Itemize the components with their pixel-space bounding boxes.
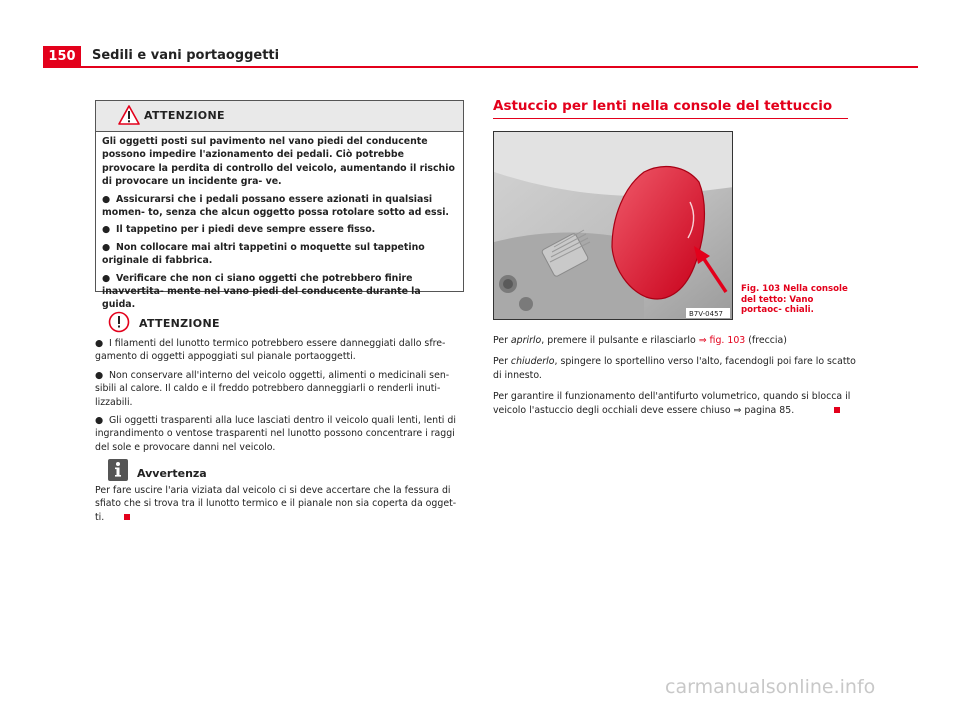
list-item-text: Verificare che non ci siano oggetti che potrebbero finire inavvertita- mente nel vano piedi del conducente durante la guida.: [102, 272, 421, 311]
list-item-text: Assicurarsi che i pedali possano essere azionati in qualsiasi momen- to, senza che alcun oggetto possa rotolare sotto ad essi.: [102, 193, 449, 219]
page-number: 150: [43, 46, 81, 68]
note-section: [95, 460, 465, 529]
paragraph-alarm: [493, 390, 863, 417]
emphasis-close: chiuderlo: [510, 356, 555, 368]
list-item: ● Non conservare all'interno del veicolo oggetti, alimenti o medicinali sen- sibili al calore. Il caldo e il freddo potrebbero danneggiarli o renderli inuti- lizzabili.: [95, 369, 450, 408]
caution-circle-icon: [108, 311, 130, 333]
list-item-text: Gli oggetti trasparenti alla luce lasciati dentro il veicolo quali lenti, lenti di ingrandimento o ventose trasparenti nel lunotto possono concentrare i raggi del sole e provocare danni nel veicolo.: [95, 415, 456, 453]
caution-body: [95, 337, 465, 454]
note-body: [95, 484, 465, 524]
warning-box: [95, 100, 464, 311]
list-item-text: Non collocare mai altri tappetini o moquette sul tappetino originale di fabbrica.: [102, 241, 425, 267]
figure-photo: [493, 131, 733, 320]
list-item: ● I filamenti del lunotto termico potrebbero essere danneggiati dallo sfre- gamento di oggetti appoggiati sul pianale portaoggetti.: [95, 338, 446, 363]
warning-box-body: [96, 132, 463, 312]
note-title: Avvertenza: [137, 467, 207, 480]
list-item-text: Il tappetino per i piedi deve sempre essere fisso.: [116, 224, 376, 236]
watermark: carmanualsonline.info: [665, 676, 876, 698]
list-item-text: Non conservare all'interno del veicolo oggetti, alimenti o medicinali sen- sibili al calore. Il caldo e il freddo potrebbero danneggiarli o renderli inuti- lizzabili.: [95, 369, 450, 408]
list-item-text: I filamenti del lunotto termico potrebbero essere danneggiati dallo sfre- gamento di oggetti appoggiati sul pianale portaoggetti.: [95, 338, 446, 363]
list-item: ● Il tappetino per i piedi deve sempre essere fisso.: [102, 224, 376, 236]
heading-rule: [493, 118, 848, 119]
figure-caption: Fig. 103 Nella console del tetto: Vano portaoc- chiali.: [741, 284, 848, 315]
end-marker-icon: [834, 407, 840, 413]
header-rule: [43, 66, 918, 68]
glasses-case-illustration: [494, 132, 733, 320]
section-heading: Astuccio per lenti nella console del tettuccio: [493, 98, 833, 114]
caution-header: [95, 311, 465, 333]
caution-section: [95, 311, 465, 459]
warning-intro: Gli oggetti posti sul pavimento nel vano piedi del conducente possono impedire l'azionamento dei pedali. Ciò potrebbe provocare la perdita di controllo del veicolo, aumentando il rischio di provocare un incidente gra- ve.: [102, 136, 455, 188]
text-run: Per: [493, 335, 511, 346]
text-run: (freccia): [745, 335, 787, 346]
figure-link[interactable]: ⇒ fig. 103: [698, 335, 746, 346]
body-text: [493, 334, 863, 422]
paragraph-close: [493, 355, 863, 382]
list-item: ● Assicurarsi che i pedali possano essere azionati in qualsiasi momen- to, senza che alcun oggetto possa rotolare sotto ad essi.: [102, 193, 449, 219]
figure-code: B7V-0457: [689, 310, 723, 318]
list-item: ● Verificare che non ci siano oggetti che potrebbero finire inavvertita- mente nel vano piedi del conducente durante la guida.: [102, 272, 421, 311]
section-title: Sedili e vani portaoggetti: [92, 48, 280, 63]
text-run: Per: [493, 356, 511, 368]
note-text: Per fare uscire l'aria viziata dal veicolo ci si deve accertare che la fessura di sfiato che si trova tra il lunotto termico e il pianale non sia coperta da ogget- ti.: [95, 485, 457, 523]
list-item: ● Non collocare mai altri tappetini o moquette sul tappetino originale di fabbrica.: [102, 241, 425, 267]
caution-title: ATTENZIONE: [139, 317, 220, 330]
text-run: Per garantire il funzionamento dell'antifurto volumetrico, quando si blocca il veicolo l'astuccio degli occhiali deve essere chiuso ⇒ pagina 85.: [493, 391, 851, 416]
text-run: , spingere lo sportellino verso l'alto, facendogli poi fare lo scatto di innesto.: [493, 356, 856, 381]
warning-box-header: [96, 101, 463, 132]
list-item: ● Gli oggetti trasparenti alla luce lasciati dentro il veicolo quali lenti, lenti di ingrandimento o ventose trasparenti nel lunotto possono concentrare i raggi del sole e provocare danni nel veicolo.: [95, 415, 456, 453]
paragraph-open: [493, 334, 863, 347]
emphasis-open: aprirlo: [510, 335, 542, 346]
warning-triangle-icon: [118, 105, 140, 125]
note-header: [95, 460, 465, 484]
text-run: , premere il pulsante e rilasciarlo: [541, 335, 699, 346]
warning-box-title: ATTENZIONE: [144, 109, 225, 122]
end-marker-icon: [124, 514, 130, 520]
info-note-icon: [107, 458, 129, 482]
